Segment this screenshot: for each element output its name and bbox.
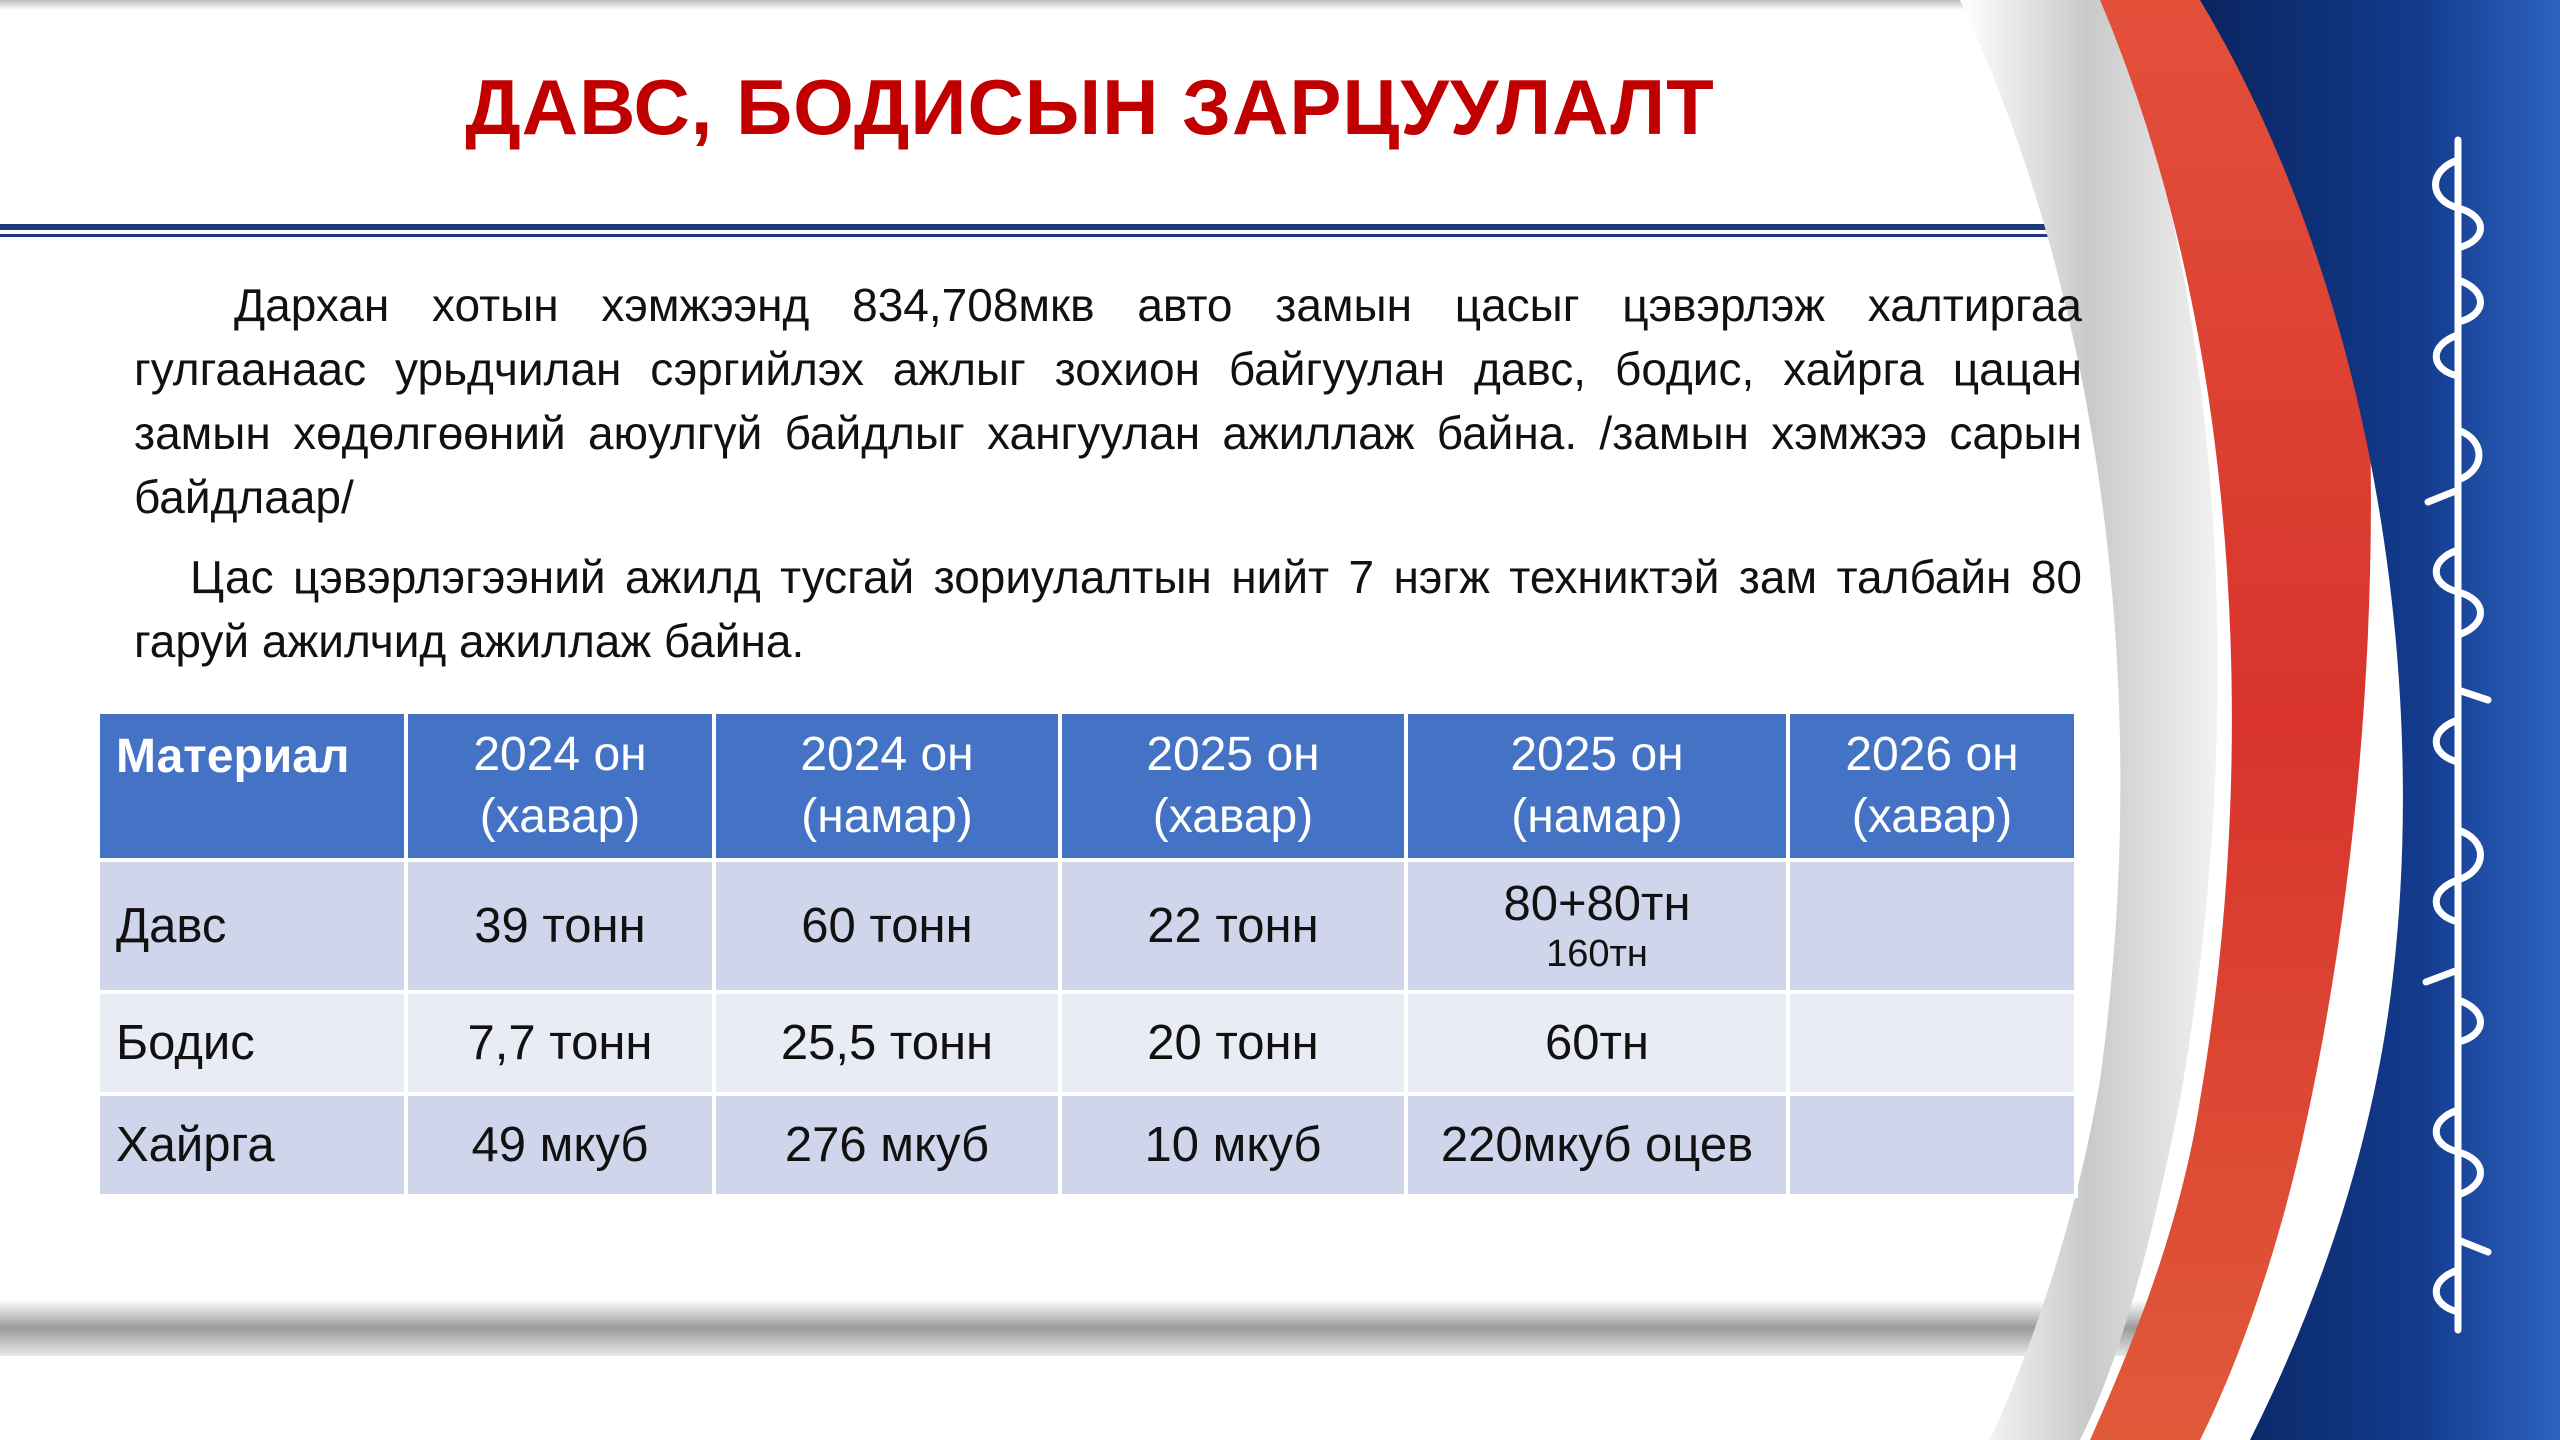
table-cell: 60тн	[1406, 992, 1788, 1094]
row-material: Бодис	[98, 992, 406, 1094]
table-cell	[1788, 860, 2076, 992]
table-cell	[1406, 860, 1788, 992]
table-cell: 7,7 тонн	[406, 992, 714, 1094]
table-cell: 276 мкуб	[714, 1094, 1060, 1196]
table-row	[98, 992, 2076, 1094]
header-line: (хавар)	[1152, 790, 1314, 843]
header-line: 2026 он	[1845, 728, 2019, 781]
header-line: 2024 он	[800, 728, 974, 781]
cell-main-value: 80+80тн	[1503, 877, 1691, 931]
paragraph-2: Цас цэвэрлэгээний ажилд тусгай зориулалтын нийт 7 нэгж техниктэй зам талбайн 80 гаруй ажилчид ажиллаж байна.	[134, 551, 2082, 667]
header-2025-spring	[1060, 712, 1406, 860]
table-header-row	[98, 712, 2076, 860]
cell-sub-value: 160тн	[1546, 933, 1648, 975]
header-line: 2025 он	[1510, 728, 1684, 781]
table-cell: 49 мкуб	[406, 1094, 714, 1196]
table-row	[98, 860, 2076, 992]
table-cell: 20 тонн	[1060, 992, 1406, 1094]
table-cell: 60 тонн	[714, 860, 1060, 992]
header-2026-spring	[1788, 712, 2076, 860]
table-cell	[1788, 1094, 2076, 1196]
header-2024-spring	[406, 712, 714, 860]
header-line: (намар)	[1511, 790, 1683, 843]
header-line: (хавар)	[1851, 790, 2013, 843]
header-line: 2024 он	[473, 728, 647, 781]
table-cell: 220мкуб оцев	[1406, 1094, 1788, 1196]
header-2024-autumn	[714, 712, 1060, 860]
row-material: Хайрга	[98, 1094, 406, 1196]
header-line: 2025 он	[1146, 728, 1320, 781]
paragraph-1: Дархан хотын хэмжээнд 834,708мкв авто замын цасыг цэвэрлэж халтиргаа гулгаанаас урьдчилан сэргийлэх ажлыг зохион байгуулан давс, бодис, хайрга цацан замын хөдөлгөөний аюулгүй байдлыг хангуулан ажиллаж байна. /замын хэмжээ сарын байдлаар/	[134, 279, 2082, 523]
header-material: Материал	[98, 712, 406, 860]
row-material: Давс	[98, 860, 406, 992]
vertical-script-ornament	[2408, 130, 2508, 1340]
header-line: (хавар)	[479, 790, 641, 843]
table-row	[98, 1094, 2076, 1196]
body-text	[134, 273, 2082, 673]
header-line: (намар)	[801, 790, 973, 843]
table-cell: 39 тонн	[406, 860, 714, 992]
table-cell: 25,5 тонн	[714, 992, 1060, 1094]
page-title: ДАВС, БОДИСЫН ЗАРЦУУЛАЛТ	[465, 63, 1715, 151]
materials-table	[96, 710, 2078, 1198]
table-cell: 10 мкуб	[1060, 1094, 1406, 1196]
table-cell	[1788, 992, 2076, 1094]
table-cell: 22 тонн	[1060, 860, 1406, 992]
header-2025-autumn	[1406, 712, 1788, 860]
